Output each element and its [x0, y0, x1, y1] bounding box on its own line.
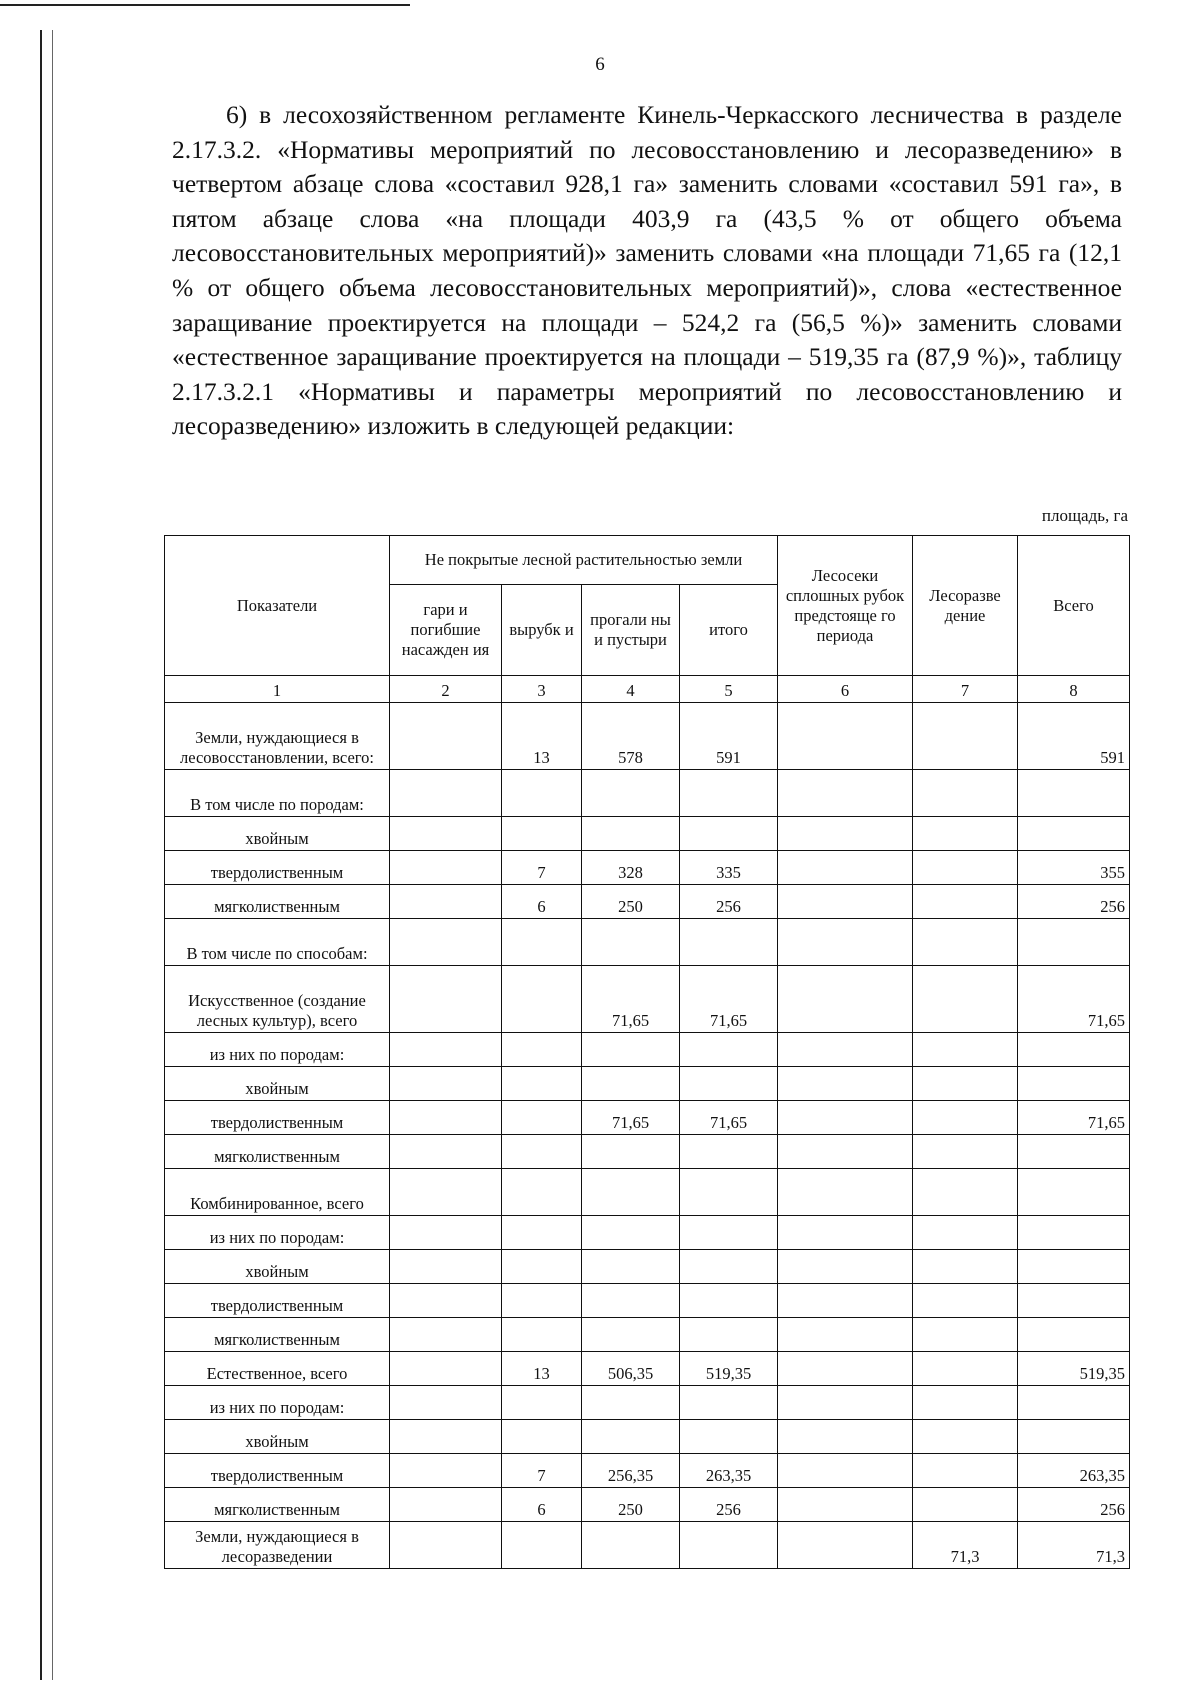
page-number: 6: [595, 54, 605, 75]
cell-c7: [913, 1352, 1018, 1386]
column-number: 5: [680, 676, 778, 703]
row-label: В том числе по породам:: [165, 770, 390, 817]
cell-c5: 519,35: [680, 1352, 778, 1386]
header-cuttings: вырубк и: [502, 585, 582, 676]
cell-c6: [778, 770, 913, 817]
cell-c6: [778, 703, 913, 770]
cell-c2: [390, 885, 502, 919]
cell-c2: [390, 1101, 502, 1135]
header-afforestation: Лесоразве дение: [913, 536, 1018, 676]
cell-c8: [1018, 1250, 1130, 1284]
cell-c2: [390, 851, 502, 885]
row-label: хвойным: [165, 1250, 390, 1284]
cell-c8: [1018, 1216, 1130, 1250]
cell-c3: 13: [502, 1352, 582, 1386]
cell-c3: 7: [502, 851, 582, 885]
cell-c4: [582, 1386, 680, 1420]
cell-c7: [913, 1420, 1018, 1454]
table-row: [165, 1216, 1130, 1250]
header-burned: гари и погибшие насажден ия: [390, 585, 502, 676]
cell-c2: [390, 1067, 502, 1101]
cell-c3: [502, 1420, 582, 1454]
cell-c6: [778, 1522, 913, 1569]
cell-c2: [390, 1420, 502, 1454]
cell-c6: [778, 1033, 913, 1067]
cell-c2: [390, 919, 502, 966]
cell-c8: [1018, 1284, 1130, 1318]
cell-c4: [582, 1522, 680, 1569]
cell-c5: 263,35: [680, 1454, 778, 1488]
cell-c6: [778, 966, 913, 1033]
cell-c8: [1018, 1067, 1130, 1101]
cell-c3: [502, 1522, 582, 1569]
cell-c4: [582, 1067, 680, 1101]
cell-c5: [680, 1386, 778, 1420]
table-row: [165, 770, 1130, 817]
row-label: из них по породам:: [165, 1033, 390, 1067]
table-row: [165, 1135, 1130, 1169]
cell-c5: [680, 1033, 778, 1067]
cell-c2: [390, 770, 502, 817]
row-label: Земли, нуждающиеся в лесоразведении: [165, 1522, 390, 1569]
cell-c6: [778, 1216, 913, 1250]
table-row: [165, 1101, 1130, 1135]
cell-c2: [390, 817, 502, 851]
column-number: 8: [1018, 676, 1130, 703]
cell-c7: [913, 703, 1018, 770]
cell-c2: [390, 703, 502, 770]
table-row: [165, 1067, 1130, 1101]
cell-c4: [582, 1135, 680, 1169]
cell-c8: [1018, 770, 1130, 817]
cell-c7: [913, 1135, 1018, 1169]
cell-c3: [502, 1033, 582, 1067]
column-number: 4: [582, 676, 680, 703]
cell-c6: [778, 851, 913, 885]
cell-c4: [582, 817, 680, 851]
row-label: мягколиственным: [165, 1135, 390, 1169]
cell-c8: [1018, 1169, 1130, 1216]
cell-c2: [390, 1454, 502, 1488]
cell-c3: [502, 1250, 582, 1284]
header-uncovered-lands: Не покрытые лесной растительностью земли: [390, 536, 778, 585]
cell-c4: [582, 1216, 680, 1250]
cell-c4: 328: [582, 851, 680, 885]
table-row: [165, 919, 1130, 966]
cell-c7: [913, 817, 1018, 851]
table-row: [165, 1522, 1130, 1569]
cell-c6: [778, 1352, 913, 1386]
cell-c8: 256: [1018, 885, 1130, 919]
cell-c6: [778, 1250, 913, 1284]
cell-c5: 256: [680, 885, 778, 919]
cell-c8: 355: [1018, 851, 1130, 885]
cell-c6: [778, 1101, 913, 1135]
cell-c7: [913, 919, 1018, 966]
cell-c3: [502, 817, 582, 851]
cell-c7: [913, 1250, 1018, 1284]
cell-c6: [778, 919, 913, 966]
cell-c6: [778, 1420, 913, 1454]
header-glades: прогали ны и пустыри: [582, 585, 680, 676]
row-label: мягколиственным: [165, 1488, 390, 1522]
cell-c2: [390, 1386, 502, 1420]
cell-c4: [582, 919, 680, 966]
header-indicators: Показатели: [165, 536, 390, 676]
cell-c2: [390, 1488, 502, 1522]
table-row: [165, 1033, 1130, 1067]
cell-c2: [390, 966, 502, 1033]
scan-top-border: [0, 4, 410, 6]
cell-c5: [680, 1169, 778, 1216]
cell-c3: 13: [502, 703, 582, 770]
cell-c5: 71,65: [680, 1101, 778, 1135]
cell-c2: [390, 1033, 502, 1067]
cell-c6: [778, 1488, 913, 1522]
cell-c5: [680, 1522, 778, 1569]
cell-c6: [778, 1454, 913, 1488]
cell-c7: [913, 1216, 1018, 1250]
cell-c5: [680, 1284, 778, 1318]
cell-c8: 71,3: [1018, 1522, 1130, 1569]
table-row: [165, 1284, 1130, 1318]
cell-c5: [680, 1216, 778, 1250]
column-number: 3: [502, 676, 582, 703]
cell-c7: [913, 1067, 1018, 1101]
row-label: из них по породам:: [165, 1386, 390, 1420]
table-row: [165, 1250, 1130, 1284]
amendment-paragraph: 6) в лесохозяйственном регламенте Кинель-Черкасского лесничества в разделе 2.17.3.2. «Нормативы мероприятий по лесовосстановлению и лесоразведению» в четвертом абзаце слова «составил 928,1 га» заменить словами «составил 591 га», в пятом абзаце слова «на площади 403,9 га (43,5 % от общего объема лесовосстановительных мероприятий)» заменить словами «на площади 71,65 га (12,1 % от общего объема лесовосстановительных мероприятий)», слова «естественное заращивание проектируется на площади – 524,2 га (56,5 %)» заменить словами «естественное заращивание проектируется на площади – 519,35 га (87,9 %)», таблицу 2.17.3.2.1 «Нормативы и параметры мероприятий по лесовосстановлению и лесоразведению» изложить в следующей редакции:: [172, 100, 1122, 441]
column-number: 2: [390, 676, 502, 703]
regulation-table: [164, 535, 1130, 1569]
row-label: хвойным: [165, 1067, 390, 1101]
cell-c3: [502, 1386, 582, 1420]
cell-c7: [913, 1033, 1018, 1067]
cell-c3: 6: [502, 1488, 582, 1522]
cell-c4: 71,65: [582, 966, 680, 1033]
column-number: 7: [913, 676, 1018, 703]
cell-c5: 591: [680, 703, 778, 770]
row-label: В том числе по способам:: [165, 919, 390, 966]
cell-c7: [913, 770, 1018, 817]
cell-c8: [1018, 1135, 1130, 1169]
row-label: из них по породам:: [165, 1216, 390, 1250]
table-body: [165, 703, 1130, 1569]
cell-c8: 71,65: [1018, 966, 1130, 1033]
cell-c5: [680, 1067, 778, 1101]
cell-c4: 71,65: [582, 1101, 680, 1135]
cell-c4: [582, 1250, 680, 1284]
cell-c5: [680, 770, 778, 817]
column-number: 6: [778, 676, 913, 703]
cell-c7: [913, 1101, 1018, 1135]
cell-c7: [913, 966, 1018, 1033]
cell-c8: [1018, 919, 1130, 966]
table-row: [165, 1454, 1130, 1488]
cell-c6: [778, 1067, 913, 1101]
cell-c5: [680, 1135, 778, 1169]
cell-c3: 7: [502, 1454, 582, 1488]
cell-c5: 335: [680, 851, 778, 885]
cell-c3: [502, 1284, 582, 1318]
cell-c6: [778, 885, 913, 919]
table-row: [165, 817, 1130, 851]
cell-c3: [502, 770, 582, 817]
cell-c2: [390, 1522, 502, 1569]
cell-c7: [913, 1284, 1018, 1318]
cell-c8: [1018, 1386, 1130, 1420]
cell-c5: [680, 817, 778, 851]
cell-c8: 519,35: [1018, 1352, 1130, 1386]
row-label: хвойным: [165, 817, 390, 851]
cell-c4: [582, 1169, 680, 1216]
cell-c4: [582, 1420, 680, 1454]
cell-c3: [502, 1318, 582, 1352]
cell-c7: [913, 851, 1018, 885]
table-row: [165, 1420, 1130, 1454]
column-number-row: [165, 676, 1130, 703]
cell-c3: [502, 1067, 582, 1101]
row-label: твердолиственным: [165, 1284, 390, 1318]
cell-c6: [778, 1135, 913, 1169]
scan-binding-line: [40, 30, 42, 1680]
cell-c2: [390, 1284, 502, 1318]
cell-c8: [1018, 1420, 1130, 1454]
row-label: мягколиственным: [165, 1318, 390, 1352]
cell-c4: [582, 770, 680, 817]
cell-c7: [913, 1318, 1018, 1352]
cell-c3: [502, 1135, 582, 1169]
cell-c8: 256: [1018, 1488, 1130, 1522]
row-label: твердолиственным: [165, 1101, 390, 1135]
cell-c4: [582, 1318, 680, 1352]
cell-c7: [913, 1169, 1018, 1216]
row-label: хвойным: [165, 1420, 390, 1454]
cell-c6: [778, 817, 913, 851]
cell-c4: 256,35: [582, 1454, 680, 1488]
row-label: твердолиственным: [165, 851, 390, 885]
cell-c5: 256: [680, 1488, 778, 1522]
cell-c4: 506,35: [582, 1352, 680, 1386]
cell-c2: [390, 1352, 502, 1386]
table-row: [165, 851, 1130, 885]
cell-c7: [913, 1454, 1018, 1488]
cell-c6: [778, 1318, 913, 1352]
cell-c7: [913, 1488, 1018, 1522]
header-total: Всего: [1018, 536, 1130, 676]
row-label: Земли, нуждающиеся в лесовосстановлении, всего:: [165, 703, 390, 770]
cell-c8: [1018, 817, 1130, 851]
cell-c2: [390, 1250, 502, 1284]
row-label: Комбинированное, всего: [165, 1169, 390, 1216]
cell-c7: 71,3: [913, 1522, 1018, 1569]
table-row: [165, 885, 1130, 919]
cell-c8: [1018, 1318, 1130, 1352]
cell-c6: [778, 1284, 913, 1318]
cell-c6: [778, 1386, 913, 1420]
table-row: [165, 1318, 1130, 1352]
table-row: [165, 1386, 1130, 1420]
cell-c4: 250: [582, 1488, 680, 1522]
column-number: 1: [165, 676, 390, 703]
cell-c2: [390, 1135, 502, 1169]
unit-label: площадь, га: [1041, 506, 1128, 525]
cell-c4: 250: [582, 885, 680, 919]
cell-c3: [502, 1169, 582, 1216]
cell-c5: [680, 1250, 778, 1284]
cell-c8: 71,65: [1018, 1101, 1130, 1135]
cell-c2: [390, 1318, 502, 1352]
cell-c3: [502, 919, 582, 966]
cell-c2: [390, 1169, 502, 1216]
cell-c3: [502, 1101, 582, 1135]
table-row: [165, 1352, 1130, 1386]
cell-c8: 591: [1018, 703, 1130, 770]
header-subtotal: итого: [680, 585, 778, 676]
header-clearcut-areas: Лесосеки сплошных рубок предстояще го периода: [778, 536, 913, 676]
cell-c7: [913, 1386, 1018, 1420]
table-row: [165, 1169, 1130, 1216]
table-row: [165, 703, 1130, 770]
cell-c8: 263,35: [1018, 1454, 1130, 1488]
cell-c5: [680, 1318, 778, 1352]
table-row: [165, 1488, 1130, 1522]
cell-c3: [502, 1216, 582, 1250]
row-label: твердолиственным: [165, 1454, 390, 1488]
cell-c4: [582, 1284, 680, 1318]
row-label: мягколиственным: [165, 885, 390, 919]
cell-c5: [680, 919, 778, 966]
table-row: [165, 966, 1130, 1033]
cell-c2: [390, 1216, 502, 1250]
cell-c5: [680, 1420, 778, 1454]
cell-c7: [913, 885, 1018, 919]
cell-c3: [502, 966, 582, 1033]
cell-c8: [1018, 1033, 1130, 1067]
cell-c6: [778, 1169, 913, 1216]
cell-c4: 578: [582, 703, 680, 770]
cell-c4: [582, 1033, 680, 1067]
row-label: Естественное, всего: [165, 1352, 390, 1386]
cell-c3: 6: [502, 885, 582, 919]
scan-binding-line: [52, 30, 53, 1680]
row-label: Искусственное (создание лесных культур), всего: [165, 966, 390, 1033]
cell-c5: 71,65: [680, 966, 778, 1033]
